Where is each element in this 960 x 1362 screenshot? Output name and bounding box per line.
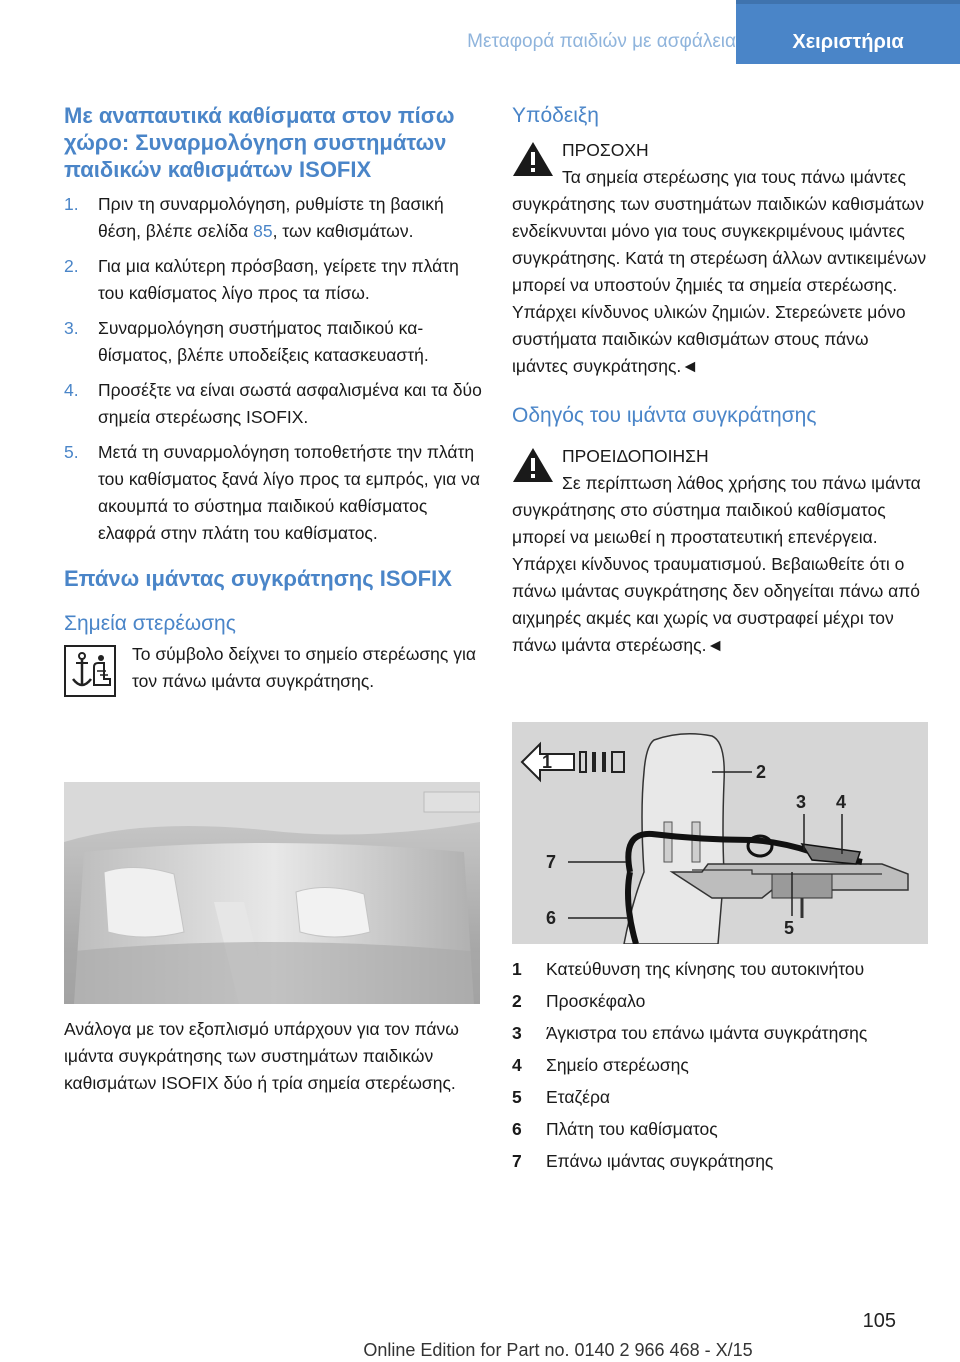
legend-text: Προσκέφαλο [546,991,646,1011]
legend-number: 1 [512,959,522,979]
diagram-label-3: 3 [796,792,807,812]
step-list [64,191,482,547]
step-text: Πριν τη συναρμολόγηση, ρυθμίστε τη βασική θέση, βλέπε σελίδα [98,194,444,241]
legend-text: Εταζέρα [546,1087,611,1107]
legend-item [512,1020,928,1052]
diagram-label-1: 1 [542,752,553,772]
step-number: 4. [64,380,79,400]
legend-number: 6 [512,1119,522,1139]
step-item [64,439,482,547]
legend-number: 3 [512,1023,522,1043]
symbol-description: Το σύμβολο δείχνει το σημείο στερέωσης για τον πάνω ιμάντα συγκράτησης. [132,644,476,691]
heading-anchor-points: Σημεία στερέωσης [64,612,236,635]
note-heading: Υπόδειξη [512,104,599,127]
legend-text: Άγκιστρα του επάνω ιμάντα συγκράτησης [546,1023,868,1043]
section-title: Μεταφορά παιδιών με ασφάλεια [467,31,736,52]
legend-item [512,1052,928,1084]
legend-text: Σημείο στερέωσης [546,1055,689,1075]
step-text: Συναρμολόγηση συστήματος παιδικού καθίσματος, βλέπε υποδείξεις κατασκευαστή. [98,318,429,365]
warning-triangle-icon [512,141,554,182]
step-item [64,191,482,245]
step-item [64,377,482,431]
step-text: Μετά τη συναρμολόγηση τοποθετήστε την πλάτη του καθίσματος ξανά λίγο προς τα εμπρός, για να ακουμπά το σύστημα παιδικού καθίσματος ελαφρά στην πλάτη του καθίσματος. [98,442,480,543]
step-text: Για μια καλύτερη πρόσβαση, γείρετε την πλάτη του καθίσματος λίγο προς τα πίσω. [98,256,459,303]
page-header [0,0,960,64]
step-number: 1. [64,194,79,214]
legend-number: 4 [512,1055,522,1075]
legend-number: 7 [512,1151,522,1171]
step-text: Προσέξτε να είναι σωστά ασφαλισμένα και τα δύο σημεία στερέωσης ISOFIX. [98,380,482,427]
diagram-label-5: 5 [784,918,795,938]
legend-number: 5 [512,1087,522,1107]
heading-isofix-rear: Με αναπαυτικά καθίσματα στον πίσω χώρο: Συναρμολόγηση συστημάτων παιδικών καθισμάτων ISOFIX [64,103,455,182]
step-text: , των καθισμάτων. [272,221,414,241]
photo-caption-block [64,1016,482,1097]
child-seat-anchor-icon [64,645,116,702]
diagram-label-2: 2 [756,762,767,782]
caution-block [512,137,928,380]
right-column [512,102,928,659]
legend-item [512,956,928,988]
step-number: 5. [64,442,79,462]
legend-number: 2 [512,991,522,1011]
symbol-row [64,641,482,703]
diagram-label-4: 4 [836,792,847,812]
left-column [64,102,482,703]
caution-text: Τα σημεία στερέωσης για τους πάνω ιμάντες συγκράτησης των συστημάτων παιδικών καθισμάτων ενδείκνυνται μόνο για τους συγκεκριμένους ιμάντες συγκράτησης. Κατά τη στερέωση άλλων αντικειμένων μπορεί να υποστούν ζημιές τα σημεία στερέωσης. Υπάρχει κίνδυνος υλικών ζημιών. Στερεώνετε μόνο συστήματα παιδικών καθισμάτων στους πάνω ιμάντες συγκράτησης.◄ [512,167,927,376]
page-link[interactable]: 85 [253,221,273,241]
legend-text: Επάνω ιμάντας συγκράτησης [546,1151,774,1171]
legend-text: Κατεύθυνση της κίνησης του αυτοκινήτου [546,959,865,979]
legend-item [512,1116,928,1148]
heading-tether-guide: Οδηγός του ιμάντα συγκράτησης [512,404,817,427]
edition-line: Online Edition for Part no. 0140 2 966 468 - X/15 [363,1340,753,1360]
legend-item [512,988,928,1020]
rear-seat-photo [64,782,480,1004]
caution-label: ΠΡΟΣΟΧΗ [562,140,649,160]
legend-item [512,1148,928,1180]
warning-text: Σε περίπτωση λάθος χρήσης του πάνω ιμάντα συγκράτησης στο σύστημα παιδικού καθίσματος μπορεί να μειωθεί η προστατευτική επενέργεια. Υπάρχει κίνδυνος τραυματισμού. Βεβαιωθείτε ότι ο πάνω ιμάντας συγκράτησης δεν οδηγείται πάνω από αιχμηρές ακμές και χωρίς να συστραφεί μέχρι τον πάνω ιμάντα στερέωσης.◄ [512,473,921,655]
diagram-legend [512,956,928,1180]
step-item [64,315,482,369]
diagram-label-7: 7 [546,852,557,872]
page-number: 105 [862,1310,896,1332]
warning-block [512,443,928,659]
photo-caption: Ανάλογα με τον εξοπλισμό υπάρχουν για τον πάνω ιμάντα συγκράτησης των συστημάτων παιδικών καθισμάτων ISOFIX δύο ή τρία σημεία στερέωσης. [64,1019,459,1093]
heading-top-tether: Επάνω ιμάντας συγκράτησης ISOFIX [64,566,452,591]
warning-triangle-icon [512,447,554,488]
legend-text: Πλάτη του καθίσματος [546,1119,718,1139]
diagram-label-6: 6 [546,908,557,928]
step-number: 3. [64,318,79,338]
chapter-tab[interactable]: Χειριστήρια [736,0,960,64]
legend-item [512,1084,928,1116]
tether-diagram [512,722,928,944]
step-item [64,253,482,307]
warning-label: ΠΡΟΕΙΔΟΠΟΙΗΣΗ [562,446,709,466]
step-number: 2. [64,256,79,276]
